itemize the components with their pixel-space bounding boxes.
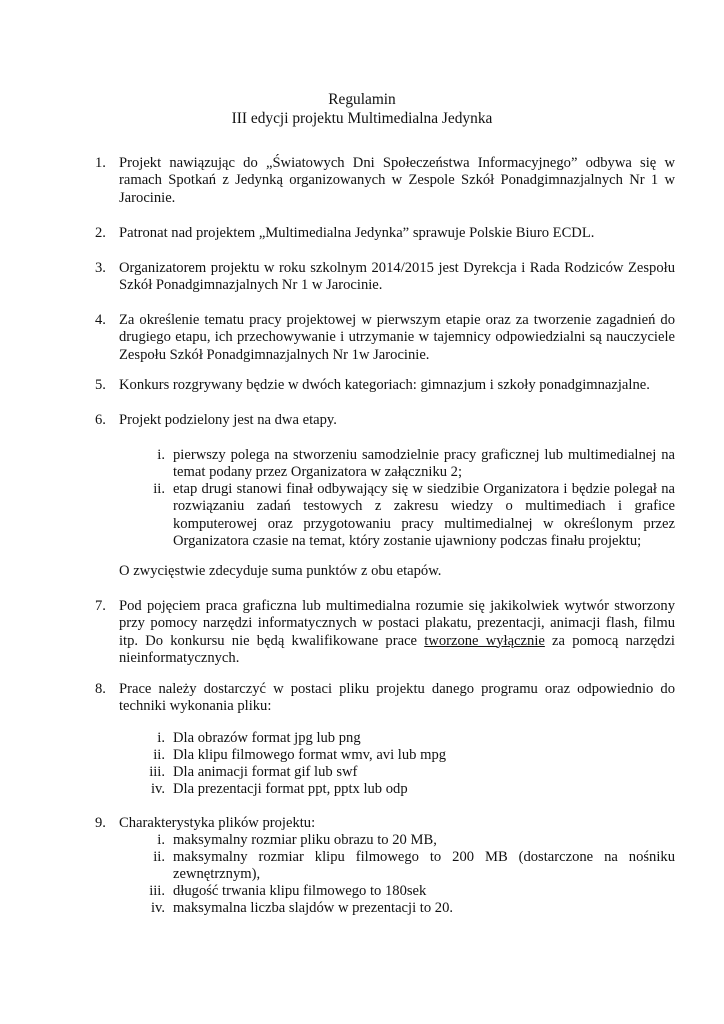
item-number: 7. bbox=[95, 598, 106, 614]
sub-item bbox=[133, 832, 675, 849]
list-item-6 bbox=[95, 412, 675, 429]
sub-item-numeral: i. bbox=[157, 832, 165, 848]
sub-item-text: maksymalny rozmiar pliku obrazu to 20 MB, bbox=[173, 832, 437, 848]
list-item-3 bbox=[95, 260, 675, 295]
sub-item bbox=[133, 849, 675, 884]
item-text: Za określenie tematu pracy projektowej w pierwszym etapie oraz za tworzenie zagadnień do drugiego etapu, ich przechowywanie i utrzymanie w tajemnicy odpowiedzialni są nauczyciele Zespołu Szkół Ponadgimnazjalnych Nr 1w Jarocinie. bbox=[119, 312, 675, 363]
item-number: 8. bbox=[95, 681, 106, 697]
item-text: Organizatorem projektu w roku szkolnym 2014/2015 jest Dyrekcja i Rada Rodziców Zespołu Szkół Ponadgimnazjalnych Nr 1 w Jarocinie. bbox=[119, 260, 675, 294]
sub-item-numeral: iv. bbox=[150, 781, 165, 797]
list-item-9 bbox=[95, 815, 675, 832]
item-number: 9. bbox=[95, 815, 106, 831]
list-item-7 bbox=[95, 598, 675, 667]
doc-subtitle: III edycji projektu Multimedialna Jedynka bbox=[231, 110, 493, 127]
sub-item-text: maksymalna liczba slajdów w prezentacji to 20. bbox=[173, 900, 454, 916]
item6-note: O zwycięstwie zdecyduje suma punktów z obu etapów. bbox=[119, 563, 442, 579]
sub-item bbox=[133, 900, 675, 917]
sub-item-text: Dla klipu filmowego format wmv, avi lub mpg bbox=[173, 747, 447, 763]
list-item-4 bbox=[95, 312, 675, 364]
sub-item-numeral: i. bbox=[157, 730, 165, 746]
sub-item bbox=[133, 781, 675, 798]
list-item-2 bbox=[95, 225, 675, 242]
sub-item bbox=[133, 447, 675, 482]
sub-item-numeral: iv. bbox=[150, 900, 165, 916]
item-number: 4. bbox=[95, 312, 106, 328]
sub-item-numeral: iii. bbox=[149, 883, 165, 899]
item-number: 2. bbox=[95, 225, 106, 241]
item-number: 3. bbox=[95, 260, 106, 276]
sub-item bbox=[133, 730, 675, 747]
sub-item-text: długość trwania klipu filmowego to 180sek bbox=[173, 883, 427, 899]
list-item-1 bbox=[95, 155, 675, 207]
item-text: Patronat nad projektem „Multimedialna Jedynka” sprawuje Polskie Biuro ECDL. bbox=[119, 225, 595, 241]
sub-item-text: Dla prezentacji format ppt, pptx lub odp bbox=[173, 781, 408, 797]
list-item-8 bbox=[95, 681, 675, 716]
item-text: Prace należy dostarczyć w postaci pliku projektu danego programu oraz odpowiednio do techniki wykonania pliku: bbox=[119, 681, 675, 715]
item-text-part: za pomocą narzędzi nieinformatycznych. bbox=[119, 632, 675, 666]
sub-item-numeral: iii. bbox=[149, 764, 165, 780]
underlined-text: tworzone wyłącznie bbox=[424, 632, 545, 649]
sub-item-text: etap drugi stanowi finał odbywający się w siedzibie Organizatora i będzie polegał na rozwiązaniu zadań testowych z zakresu wiedzy o multimediach i grafice komputerowej oraz przygotowaniu pracy multimedialnej w określonym przez Organizatora czasie na temat, który zostanie ujawniony podczas finału projektu; bbox=[173, 481, 675, 549]
list-item-5 bbox=[95, 377, 675, 394]
sub-item-text: maksymalny rozmiar klipu filmowego to 200 MB (dostarczone na nośniku zewnętrznym), bbox=[173, 849, 675, 883]
item-number: 1. bbox=[95, 155, 106, 171]
sub-item bbox=[133, 764, 675, 781]
sub-item-text: pierwszy polega na stworzeniu samodzielnie pracy graficznej lub multimedialnej na temat podany przez Organizatora w załączniku 2; bbox=[173, 447, 675, 481]
doc-title: Regulamin bbox=[328, 91, 396, 108]
item-number: 5. bbox=[95, 377, 106, 393]
sub-item bbox=[133, 481, 675, 550]
sub-item-numeral: ii. bbox=[153, 849, 165, 865]
sub-item-numeral: i. bbox=[157, 447, 165, 463]
sub-item bbox=[133, 747, 675, 764]
item-text: Projekt podzielony jest na dwa etapy. bbox=[119, 412, 337, 428]
item-text: Konkurs rozgrywany będzie w dwóch kategoriach: gimnazjum i szkoły ponadgimnazjalne. bbox=[119, 377, 650, 393]
item-text: Charakterystyka plików projektu: bbox=[119, 815, 316, 831]
sub-item-text: Dla obrazów format jpg lub png bbox=[173, 730, 361, 746]
item-number: 6. bbox=[95, 412, 106, 428]
item-text bbox=[119, 598, 675, 667]
sub-item-numeral: ii. bbox=[153, 481, 165, 497]
item-text: Projekt nawiązując do „Światowych Dni Społeczeństwa Informacyjnego” odbywa się w ramach Spotkań z Jedynką organizowanych w Zespole Szkół Ponadgimnazjalnych Nr 1 w Jarocinie. bbox=[119, 155, 675, 206]
sub-item-numeral: ii. bbox=[153, 747, 165, 763]
item-text-part: Pod pojęciem praca graficzna lub multimedialna rozumie się jakikolwiek wytwór stworzony przy pomocy narzędzi informatycznych w postaci plakatu, prezentacji, animacji flash, filmu itp. Do konkursu nie będą kwalifikowane prace bbox=[119, 598, 675, 649]
sub-item-text: Dla animacji format gif lub swf bbox=[173, 764, 358, 780]
sub-item bbox=[133, 883, 675, 900]
